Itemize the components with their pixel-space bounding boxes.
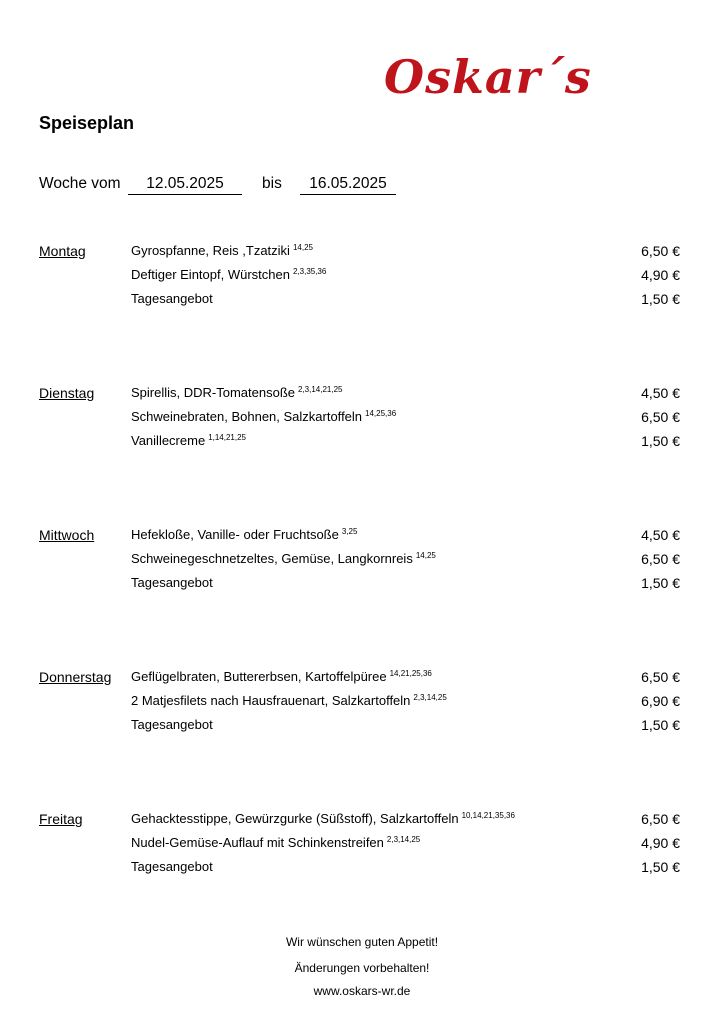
allergen-codes: 14,25 (415, 551, 436, 560)
dish-price: 6,50 € (641, 811, 680, 827)
dish-price: 1,50 € (641, 717, 680, 733)
dish-price: 6,50 € (641, 551, 680, 567)
logo: Oskar´s (384, 50, 592, 104)
dish-item: Tagesangebot (131, 291, 213, 306)
day-name: Montag (39, 243, 86, 259)
dish-price: 1,50 € (641, 575, 680, 591)
allergen-codes: 1,14,21,25 (208, 433, 246, 442)
dish-item: Tagesangebot (131, 717, 213, 732)
dish-price: 6,90 € (641, 693, 680, 709)
footer-appetit: Wir wünschen guten Appetit! (285, 935, 439, 949)
allergen-codes: 14,25,36 (365, 409, 397, 418)
dish-item: Gyrospfanne, Reis ,Tzatziki $^{14,25}$ (131, 243, 313, 258)
dish-price: 1,50 € (641, 291, 680, 307)
dish-item: Hefekloße, Vanille- oder Fruchtsoße $^{3,25}$ (131, 527, 358, 542)
dish-item: Vanillecreme $^{1,14,21,25}$ (131, 433, 246, 448)
allergen-codes: 2,3,14,25 (413, 693, 447, 702)
allergen-codes: 14,21,25,36 (389, 669, 432, 678)
dish-price: 6,50 € (641, 669, 680, 685)
allergen-codes: 2,3,35,36 (292, 267, 327, 276)
dish-item: Tagesangebot (131, 859, 213, 874)
dish-price: 6,50 € (641, 409, 680, 425)
day-name: Donnerstag (39, 669, 112, 685)
dish-item: Schweinegeschnetzeltes, Gemüse, Langkornreis $^{14,25}$ (131, 551, 436, 566)
day-name: Dienstag (39, 385, 95, 401)
allergen-codes: 14,25 (292, 243, 313, 252)
dish-item: Nudel-Gemüse-Auflauf mit Schinkenstreifen $^{2,3,14,25}$ (131, 835, 421, 850)
allergen-codes: 3,25 (341, 527, 358, 536)
dish-item: Geflügelbraten, Buttererbsen, Kartoffelpüree $^{14,21,25,36}$ (131, 669, 432, 684)
dish-item: Schweinebraten, Bohnen, Salzkartoffeln $^{14,25,36}$ (131, 409, 397, 424)
week-from-date: 12.05.2025 (128, 175, 242, 195)
dish-price: 1,50 € (641, 859, 680, 875)
dish-price: 1,50 € (641, 433, 680, 449)
dish-price: 4,50 € (641, 385, 680, 401)
dish-price: 4,90 € (641, 835, 680, 851)
dish-item: 2 Matjesfilets nach Hausfrauenart, Salzkartoffeln $^{2,3,14,25}$ (131, 693, 447, 708)
dish-price: 4,90 € (641, 267, 680, 283)
day-name: Mittwoch (39, 527, 95, 543)
allergen-codes: 2,3,14,25 (386, 835, 421, 844)
footer-website-link[interactable]: www.oskars-wr.de (313, 984, 411, 998)
day-name: Freitag (39, 811, 83, 827)
page-title: Speiseplan (39, 113, 135, 133)
dish-price: 6,50 € (641, 243, 680, 259)
dish-item: Spirellis, DDR-Tomatensoße $^{2,3,14,21,25}$ (131, 385, 343, 400)
week-to-date: 16.05.2025 (300, 175, 396, 195)
allergen-codes: 2,3,14,21,25 (298, 385, 343, 394)
dish-item: Tagesangebot (131, 575, 213, 590)
week-bis-label: bis (262, 175, 282, 192)
dish-item: Gehacktesstippe, Gewürzgurke (Süßstoff), Salzkartoffeln $^{10,14,21,35,36}$ (131, 811, 515, 826)
footer-changes: Änderungen vorbehalten! (294, 961, 430, 975)
dish-price: 4,50 € (641, 527, 680, 543)
dish-item: Deftiger Eintopf, Würstchen $^{2,3,35,36}$ (131, 267, 327, 282)
allergen-codes: 10,14,21,35,36 (461, 811, 515, 820)
week-label: Woche vom (39, 175, 121, 192)
